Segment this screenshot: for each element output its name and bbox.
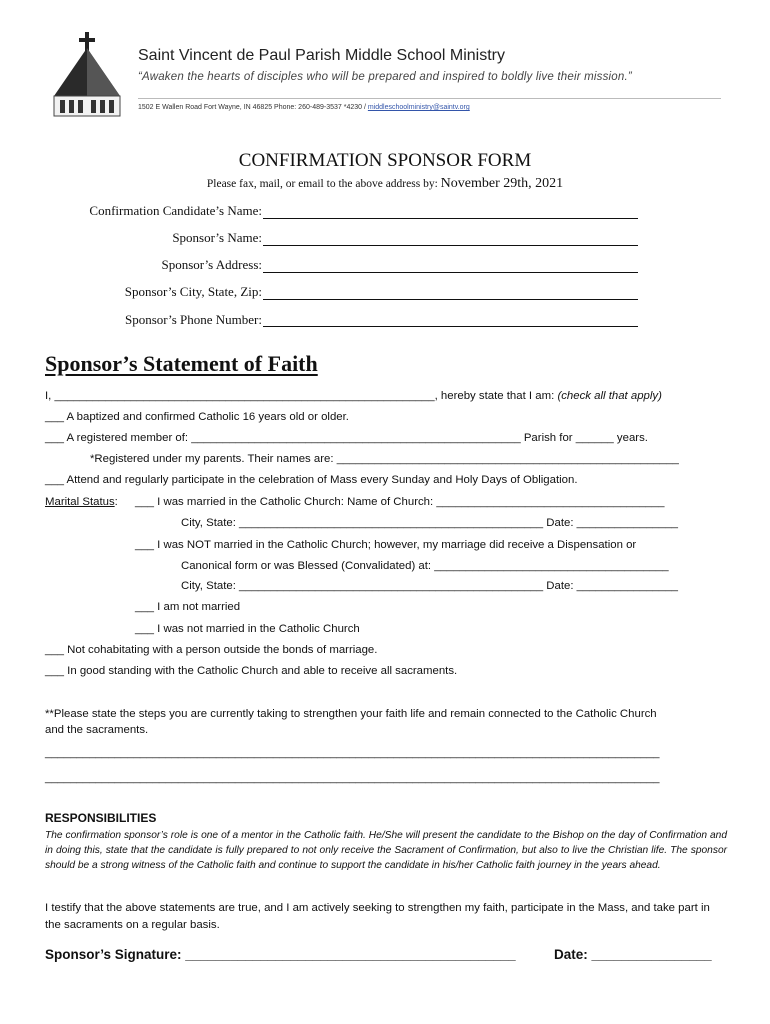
candidate-name-label: Confirmation Candidate’s Name:: [89, 203, 262, 218]
statement-intro: [45, 390, 662, 402]
statement-heading: Sponsor’s Statement of Faith: [45, 351, 318, 376]
faith-steps-answer-2[interactable]: _________________________________________________________________________________________________: [45, 772, 660, 784]
canonical-form-line[interactable]: Canonical form or was Blessed (Convalidated) at: _____________________________________: [181, 560, 669, 572]
parish-motto: “Awaken the hearts of disciples who will be prepared and inspired to boldly live their mission.”: [138, 71, 632, 83]
form-title: CONFIRMATION SPONSOR FORM: [238, 150, 532, 171]
check-attend-mass[interactable]: ___ Attend and regularly participate in the celebration of Mass every Sunday and Holy Days of Obligation.: [45, 474, 578, 486]
check-not-married-catholic[interactable]: ___ I was not married in the Catholic Church: [135, 623, 360, 635]
check-good-standing[interactable]: ___ In good standing with the Catholic Church and able to receive all sacraments.: [45, 665, 458, 677]
responsibilities-text: The confirmation sponsor’s role is one of a mentor in the Catholic faith. He/She will present the candidate to the Bishop on the day of Confirmation and in doing this, state that the candidate is fully prepared to not only receive the Sacrament of Confirmation, but also to live the Christian life. The sponsor should be a strong witness of the Catholic faith and continue to support the candidate in his/her Catholic faith journey in the years ahead.: [45, 830, 727, 871]
email-link[interactable]: middleschoolministry@saintv.org: [367, 104, 470, 111]
faith-steps-answer-1[interactable]: _________________________________________________________________________________________________: [45, 747, 660, 759]
married-city-state-date[interactable]: City, State: ________________________________________________ Date: ________________: [181, 517, 679, 529]
church-logo: [48, 30, 126, 118]
signature-field[interactable]: Sponsor’s Signature: ____________________________________________: [45, 947, 516, 962]
candidate-name-field[interactable]: [263, 218, 638, 219]
check-all-note: (check all that apply): [557, 390, 662, 402]
sponsor-phone-label: Sponsor’s Phone Number:: [125, 312, 262, 327]
check-married-church[interactable]: ___ I was married in the Catholic Church: Name of Church: ____________________________________: [135, 496, 665, 508]
statement-intro-text: I, ____________________________________________________________, hereby state that I am:: [45, 390, 555, 402]
marital-status-text: Marital Status: [45, 496, 115, 508]
sponsor-phone-field[interactable]: [263, 326, 638, 327]
sponsor-address-label: Sponsor’s Address:: [161, 257, 262, 272]
parish-title: Saint Vincent de Paul Parish Middle School Ministry: [138, 47, 505, 64]
sponsor-name-field[interactable]: [263, 245, 638, 246]
check-baptized[interactable]: ___ A baptized and confirmed Catholic 16 years old or older.: [45, 411, 349, 423]
sponsor-city-label: Sponsor’s City, State, Zip:: [124, 284, 262, 299]
sponsor-address-field[interactable]: [263, 272, 638, 273]
header-divider: [138, 98, 721, 99]
faith-steps-prompt-cont: and the sacraments.: [45, 724, 149, 736]
parish-address: [138, 104, 470, 111]
faith-steps-prompt: **Please state the steps you are currently taking to strengthen your faith life and remain connected to the Catholic Church: [45, 708, 657, 720]
responsibilities-heading: RESPONSIBILITIES: [45, 811, 157, 825]
signature-date-field[interactable]: Date: ________________: [554, 947, 712, 962]
blessed-city-state-date[interactable]: City, State: ________________________________________________ Date: ________________: [181, 580, 679, 592]
sponsor-city-field[interactable]: [263, 299, 638, 300]
parents-names-line[interactable]: *Registered under my parents. Their names are: ______________________________________________________: [90, 453, 679, 465]
address-text: 1502 E Wallen Road Fort Wayne, IN 46825 Phone: 260-489-3537 *4230 /: [138, 104, 366, 111]
marital-status-label: [45, 496, 118, 508]
form-instructions: [0, 176, 770, 192]
testify-statement: I testify that the above statements are true, and I am actively seeking to strengthen my faith, participate in the Mass, and take part in the sacraments on a regular basis.: [45, 902, 710, 931]
check-not-cohabitating[interactable]: ___ Not cohabitating with a person outside the bonds of marriage.: [45, 644, 378, 656]
sponsor-name-label: Sponsor’s Name:: [172, 230, 262, 245]
instructions-text: Please fax, mail, or email to the above address by:: [206, 178, 438, 190]
due-date: November 29th, 2021: [440, 176, 564, 191]
marital-status-colon: :: [114, 496, 118, 508]
check-not-married[interactable]: ___ I am not married: [135, 601, 241, 613]
check-not-married-church[interactable]: ___ I was NOT married in the Catholic Church; however, my marriage did receive a Dispensation or: [135, 539, 637, 551]
check-registered[interactable]: ___ A registered member of: ____________________________________________________ Parish for ______ years.: [45, 432, 648, 444]
